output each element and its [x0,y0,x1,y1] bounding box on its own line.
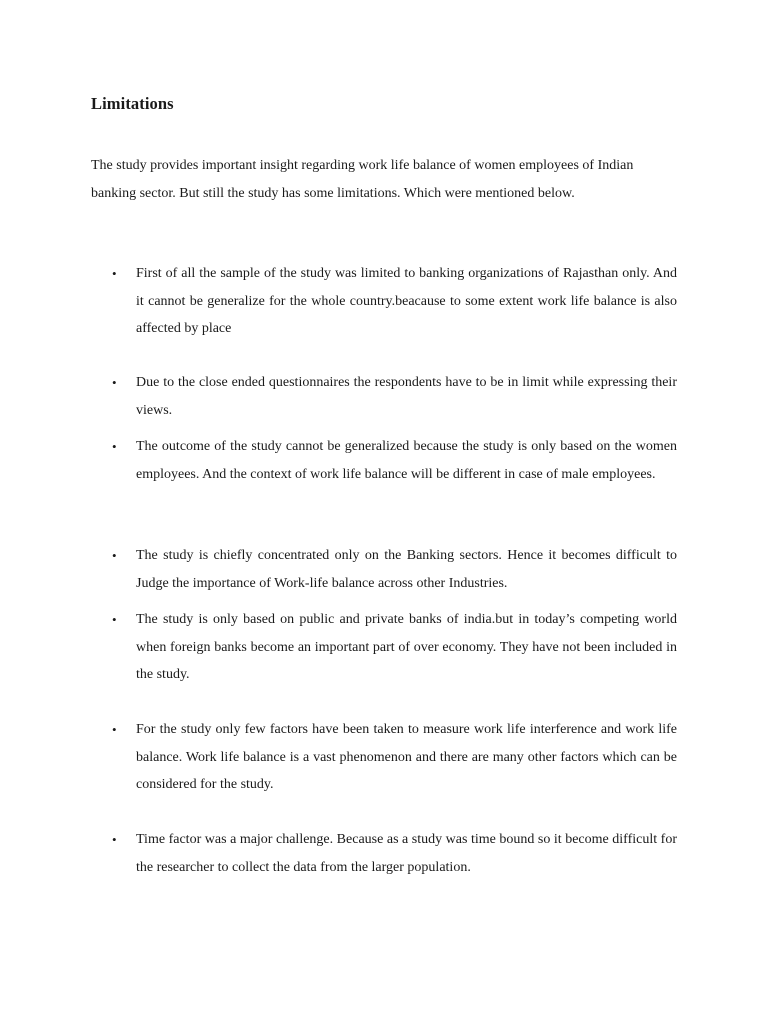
bullet-icon: • [112,832,117,847]
bullet-text: Time factor was a major challenge. Because as a study was time bound so it become difficult for the researcher to collect the data from the larger population. [136,832,677,875]
bullet-item-close-ended [112,369,677,424]
bullet-text: The study is chiefly concentrated only on the Banking sectors. Hence it becomes difficult to Judge the importance of Work-life balance across other Industries. [136,548,677,591]
bullet-item-women-only [112,433,677,488]
bullet-text: The study is only based on public and private banks of india.but in today’s competing world when foreign banks become an important part of over economy. They have not been included in the study. [136,612,677,682]
bullet-item-public-private [112,606,677,689]
section-heading: Limitations [91,94,174,113]
bullet-icon: • [112,375,117,390]
bullet-text: First of all the sample of the study was limited to banking organizations of Rajasthan only. And it cannot be generalize for the whole country.beacause to some extent work life balance is also affected by place [136,266,677,336]
bullet-item-few-factors [112,716,677,799]
bullet-item-sample-limited [112,260,677,343]
bullet-text: Due to the close ended questionnaires the respondents have to be in limit while expressing their views. [136,375,677,418]
bullet-icon: • [112,548,117,563]
bullet-item-banking-sector [112,542,677,597]
bullet-text: For the study only few factors have been taken to measure work life interference and work life balance. Work life balance is a vast phenomenon and there are many other factors which can be considered for the study. [136,722,677,792]
bullet-item-time-factor [112,826,677,881]
bullet-icon: • [112,612,117,627]
intro-paragraph: The study provides important insight regarding work life balance of women employees of Indian banking sector. But still the study has some limitations. Which were mentioned below. [91,158,634,201]
bullet-icon: • [112,266,117,281]
bullet-icon: • [112,439,117,454]
bullet-text: The outcome of the study cannot be generalized because the study is only based on the women employees. And the context of work life balance will be different in case of male employees. [136,439,677,482]
bullet-icon: • [112,722,117,737]
